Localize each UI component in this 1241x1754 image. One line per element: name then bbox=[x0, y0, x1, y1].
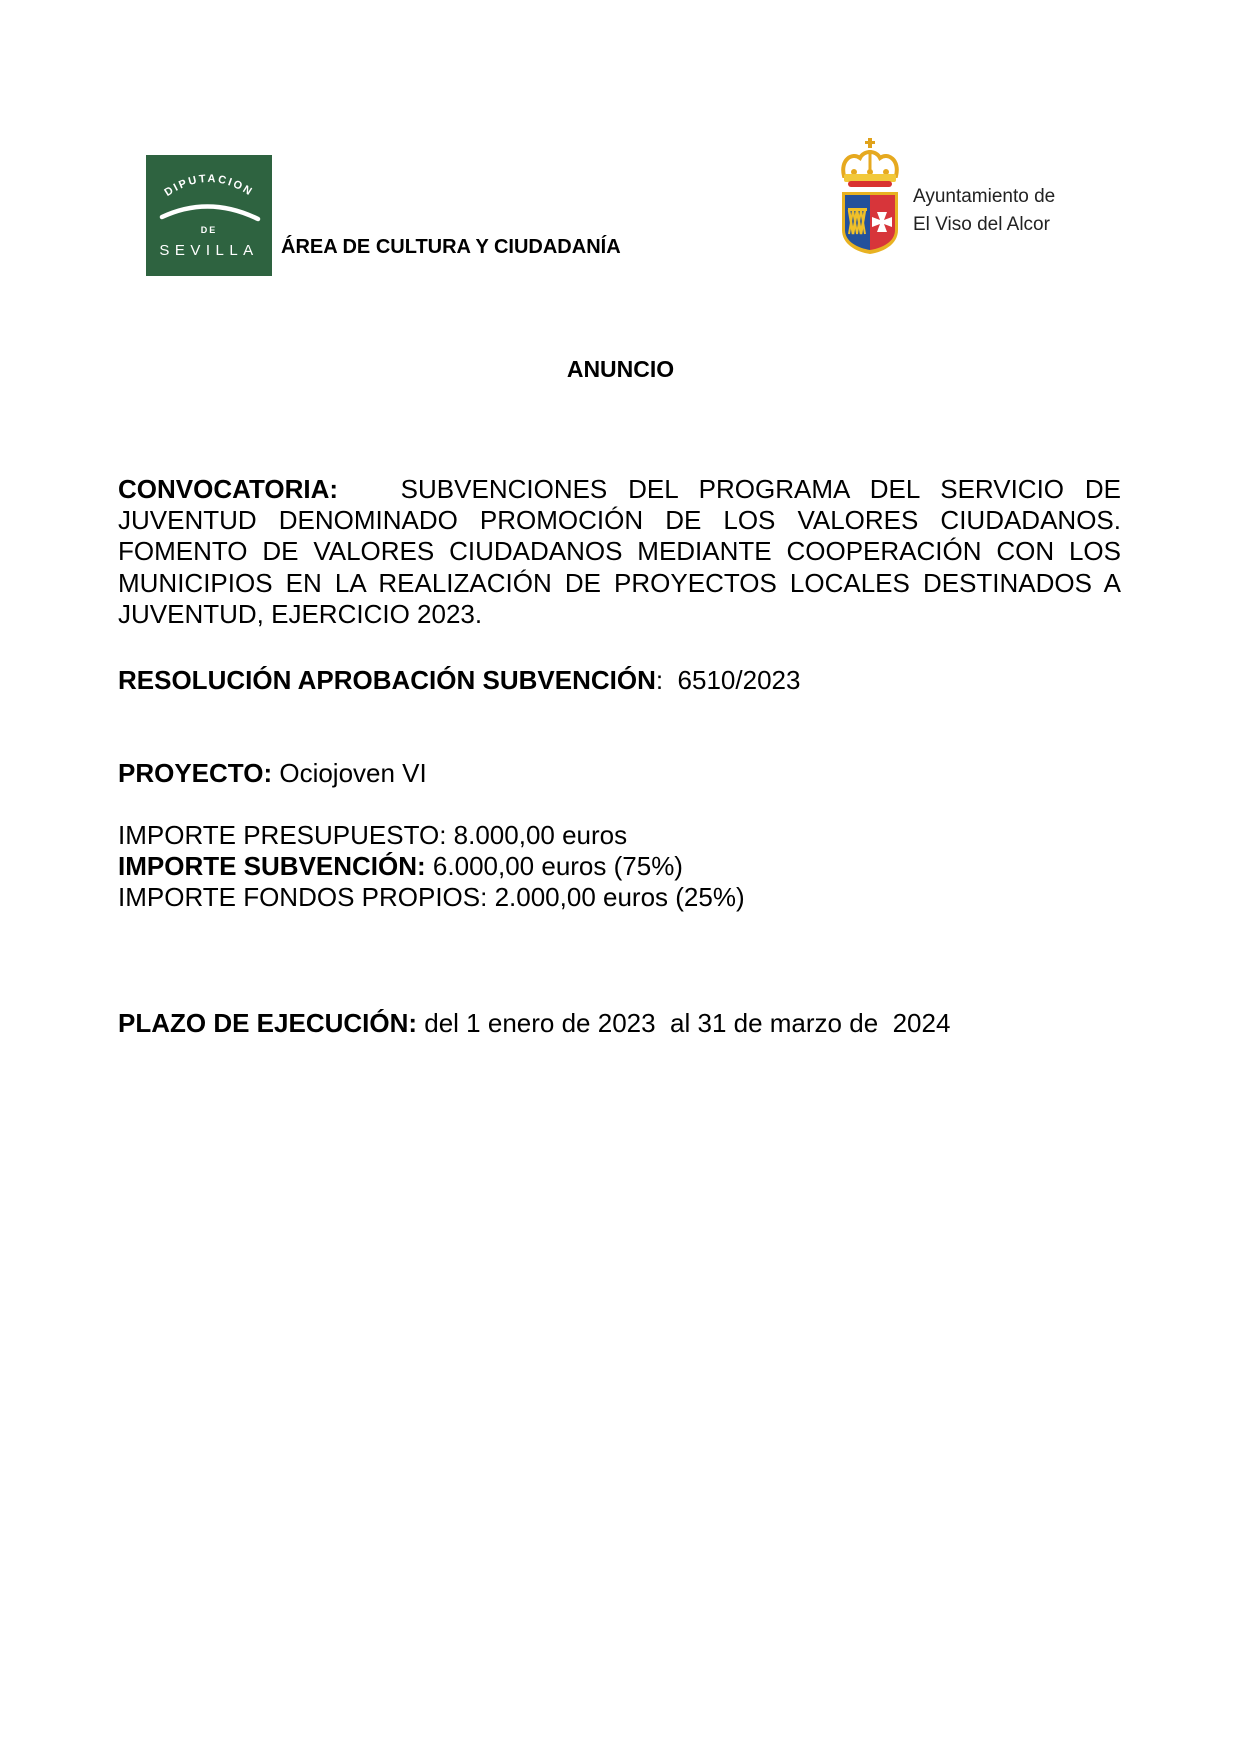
logo-text-de: DE bbox=[200, 225, 218, 235]
logo-arc bbox=[162, 206, 258, 219]
resolucion-value: 6510/2023 bbox=[677, 665, 801, 695]
document-title bbox=[0, 355, 1241, 383]
importe-fondos-propios: IMPORTE FONDOS PROPIOS: 2.000,00 euros (25%) bbox=[118, 882, 745, 913]
plazo-line bbox=[118, 1008, 1121, 1039]
logo-text-diputacion: DIPUTACION bbox=[162, 172, 256, 199]
area-title: ÁREA DE CULTURA Y CIUDADANÍA bbox=[281, 236, 621, 258]
importe-subvencion bbox=[118, 851, 1121, 882]
convocatoria-label: CONVOCATORIA: bbox=[118, 474, 339, 504]
plazo-value: del 1 enero de 2023 al 31 de marzo de 2024 bbox=[424, 1008, 951, 1038]
proyecto-label: PROYECTO: bbox=[118, 758, 273, 788]
diputacion-sevilla-logo bbox=[146, 155, 272, 276]
proyecto-line bbox=[118, 758, 1121, 789]
diputacion-logo-graphic bbox=[146, 155, 272, 276]
ayuntamiento-line2: El Viso del Alcor bbox=[913, 214, 1050, 235]
importe-subvencion-label: IMPORTE SUBVENCIÓN: bbox=[118, 851, 426, 882]
importe-presupuesto: IMPORTE PRESUPUESTO: 8.000,00 euros bbox=[118, 820, 628, 850]
crown-icon bbox=[843, 138, 897, 187]
ayuntamiento-line1: Ayuntamiento de bbox=[913, 186, 1056, 207]
importe-subvencion-value: 6.000,00 euros (75%) bbox=[432, 851, 683, 882]
resolucion-line bbox=[118, 665, 1121, 696]
convocatoria-text: SUBVENCIONES DEL PROGRAMA DEL SERVICIO DE JUVENTUD DENOMINADO PROMOCIÓN DE LOS VALORES CIUDADANOS. FOMENTO DE VALORES CIUDADANOS MEDIANTE COOPERACIÓN CON LOS MUNICIPIOS EN LA REALIZACIÓN DE PROYECTOS LOCALES DESTINADOS A JUVENTUD, EJERCICIO 2023. bbox=[118, 474, 1121, 629]
resolucion-label: RESOLUCIÓN APROBACIÓN SUBVENCIÓN bbox=[118, 665, 656, 695]
proyecto-value: Ociojoven VI bbox=[279, 758, 427, 788]
ayuntamiento-name bbox=[913, 183, 1055, 239]
convocatoria-paragraph bbox=[118, 474, 1121, 630]
resolucion-separator: : bbox=[655, 665, 664, 695]
importes-block bbox=[118, 820, 1121, 914]
plazo-label: PLAZO DE EJECUCIÓN: bbox=[118, 1008, 418, 1038]
el-viso-coat-of-arms-icon bbox=[838, 138, 902, 256]
logo-text-sevilla: SEVILLA bbox=[159, 242, 259, 259]
shield-icon bbox=[842, 192, 898, 254]
document-title-text: ANUNCIO bbox=[566, 356, 675, 382]
